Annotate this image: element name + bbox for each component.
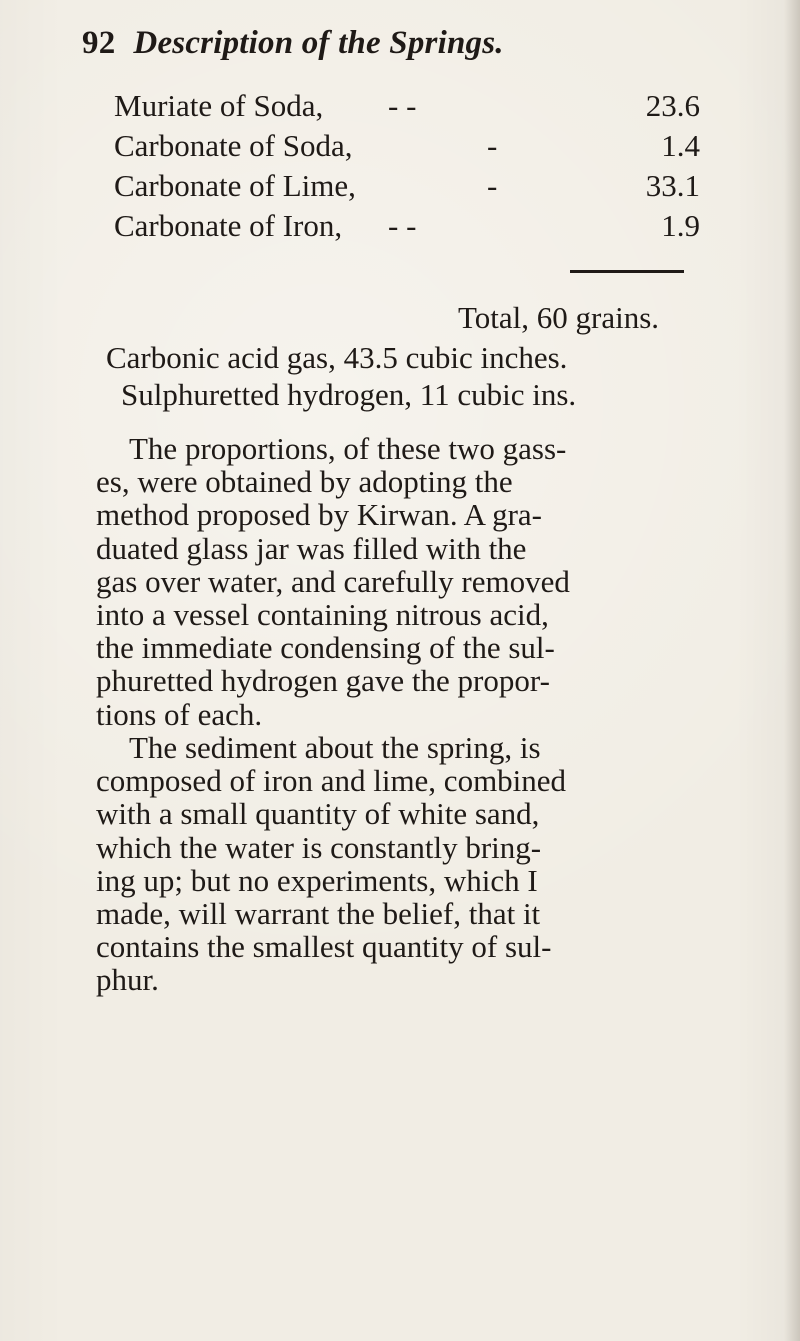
text-line: tions of each. (96, 696, 263, 732)
page-number: 92 (82, 25, 116, 61)
table-row (114, 86, 714, 126)
row-value: 23.6 (645, 88, 700, 123)
text-line: ing up; but no experiments, which I (96, 862, 538, 898)
paragraph-sediment (96, 731, 766, 997)
text-line: gas over water, and carefully removed (96, 563, 570, 599)
text-line: phuretted hydrogen gave the propor- (96, 663, 550, 699)
text-line: phur. (96, 962, 159, 998)
text-line: with a small quantity of white sand, (96, 796, 540, 832)
sum-rule (570, 270, 684, 273)
row-label: Carbonate of Soda, (114, 128, 353, 163)
row-value: 33.1 (645, 168, 700, 203)
row-value: 1.9 (661, 208, 700, 243)
total-line: Total, 60 grains. (458, 300, 660, 335)
sulphuretted-hydrogen-line: Sulphuretted hydrogen, 11 cubic ins. (121, 377, 577, 412)
page-edge-shadow (784, 0, 800, 1341)
running-head (82, 21, 732, 65)
row-label: Carbonate of Lime, (114, 168, 356, 203)
row-label: Carbonate of Iron, (114, 208, 343, 243)
text-line: into a vessel containing nitrous acid, (96, 596, 549, 632)
text-line: contains the smallest quantity of sul- (96, 929, 552, 965)
table-row (114, 126, 714, 166)
table-row (114, 166, 714, 206)
page-title: Description of the Springs. (133, 25, 504, 61)
leader-dash: - (487, 128, 498, 163)
leader-dash: - (487, 168, 498, 203)
text-line: made, will warrant the belief, that it (96, 895, 541, 931)
paragraph-proportions (96, 432, 766, 731)
carbonic-acid-line: Carbonic acid gas, 43.5 cubic inches. (106, 340, 568, 375)
leader-dash: - - (388, 88, 417, 123)
text-line: The sediment about the spring, is (129, 730, 541, 765)
analysis-table (114, 86, 714, 246)
text-line: duated glass jar was filled with the (96, 530, 527, 566)
text-line: method proposed by Kirwan. A gra- (96, 497, 542, 533)
table-row (114, 206, 714, 246)
text-line: which the water is constantly bring- (96, 829, 542, 865)
text-line: The proportions, of these two gass- (129, 431, 567, 466)
text-line: es, were obtained by adopting the (96, 464, 513, 500)
row-label: Muriate of Soda, (114, 88, 324, 123)
text-line: the immediate condensing of the sul- (96, 630, 555, 666)
row-value: 1.4 (661, 128, 700, 163)
text-line: composed of iron and lime, combined (96, 763, 567, 799)
leader-dash: - - (388, 208, 417, 243)
